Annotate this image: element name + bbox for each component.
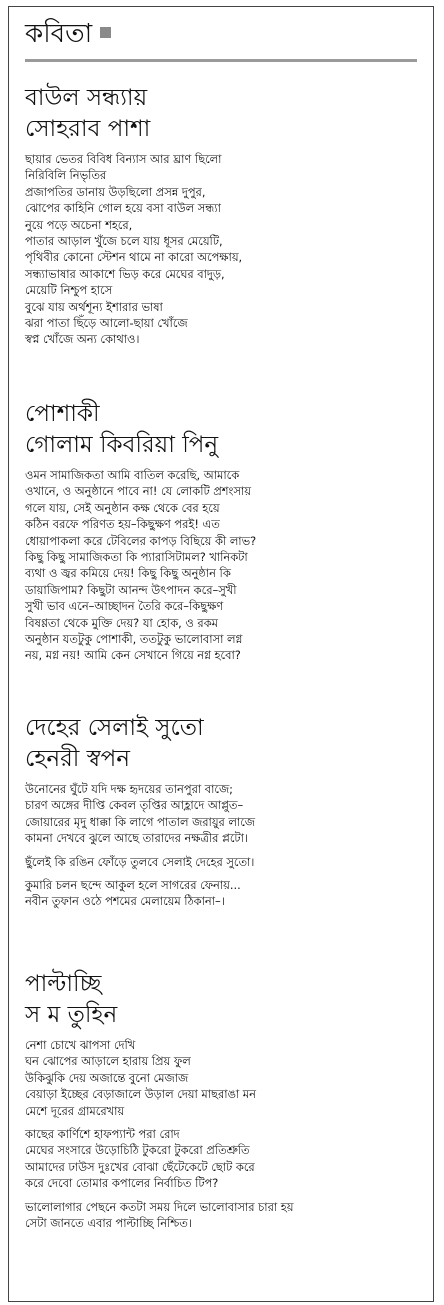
poem-title: পোশাকী xyxy=(25,401,100,427)
poem-line: ঝরা পাতা ছিঁড়ে আলো-ছায়া খোঁজে xyxy=(25,316,188,331)
poem-line: পাতার আড়াল খুঁজে চলে যায় ধূসর মেয়েটি, xyxy=(25,234,223,249)
poem-line: ওমন সামাজিকতা আমি বাতিল করেছি, আমাকে xyxy=(25,468,240,482)
poem-line: স্বপ্ন খোঁজে অন্য কোথাও। xyxy=(25,332,140,347)
poem-author: গোলাম কিবরিয়া পিনু xyxy=(25,432,219,458)
poem-line: অনুষ্ঠান যতটুকু পোশাকী, ততটুকু ভালোবাসা লগ্ন xyxy=(25,632,243,647)
poem-line: ভালোলাগার পেছনে কতটা সময় দিলে ভালোবাসার চারা হয় xyxy=(25,1199,294,1214)
poem-line: কাছের কার্ণিশে হাফপ্যান্ট পরা রোদ xyxy=(25,1127,180,1142)
poem-deher-selai-suto xyxy=(25,713,423,910)
poem-line: কিছু কিছু সামাজিকতা কি প্যারাসিটামল? খানিকটা xyxy=(25,550,248,565)
poem-line: কঠিন বরফে পরিণত হয়–কিছুক্ষণ পরই! এত xyxy=(25,517,220,532)
poem-paltacchi xyxy=(25,969,423,1231)
poem-line: ধোয়াপাকলা করে টেবিলের কাপড় বিছিয়ে কী লাভ? xyxy=(25,533,257,548)
poem-poshaki xyxy=(25,399,423,664)
poem-body xyxy=(25,1037,423,1231)
stanza-gap xyxy=(25,870,423,877)
poem-line: মেঘের সংসারে উড়োচিঠি টুকরো টুকরো প্রতিশ্রুতি xyxy=(25,1143,250,1158)
poem-line: মেশে দূরের গ্রামরেখায় xyxy=(25,1103,125,1118)
poem-line: আমাদের ঢাউস দুঃখের বোঝা ছেঁটেকেটে ছোট করে xyxy=(25,1159,255,1174)
poem-line: উকিঝুকি দেয় অজান্তে বুনো মেজাজ xyxy=(25,1070,189,1085)
poem-author: স ম তুহিন xyxy=(25,1002,118,1028)
poem-line: নুয়ে পড়ে অচেনা শহরে, xyxy=(25,217,133,232)
poem-line: ওখানে, ও অনুষ্ঠানে পাবে না! যে লোকটি প্রশংসায় xyxy=(25,484,251,499)
poem-line: চারণ অঙ্গের দীপ্তি কেবল তৃপ্তির আহ্লাদে আপ্লুত– xyxy=(25,798,244,813)
poem-line: প্রজাপতির ডানায় উড়ছিলো প্রসন্ন দুপুর, xyxy=(25,184,206,199)
stanza-gap xyxy=(25,1119,423,1126)
stanza-gap xyxy=(25,1192,423,1199)
poem-line: মেয়েটি নিশ্চুপ হাসে xyxy=(25,283,113,298)
poem-body xyxy=(25,781,423,910)
poem-line: পৃথিবীর কোনো স্টেশন থামে না কারো অপেক্ষায়, xyxy=(25,250,243,265)
header-divider xyxy=(25,59,417,62)
poem-baul-sondhyay xyxy=(25,83,423,348)
poem-line: কামনা দেখবে ঝুলে আছে তারাদের নক্ষত্রীর প্লটো। xyxy=(25,831,248,846)
poem-line: কুমারি চলন ছন্দে আকুল হলে সাগরের ফেনায়... xyxy=(25,878,241,893)
poem-line: বুঝে যায় অর্থশূন্য ইশারার ভাষা xyxy=(25,299,163,314)
poem-line: ঘন ঝোপের আড়ালে হারায় প্রিয় ফুল xyxy=(25,1054,191,1069)
poem-line: সন্ধ্যাভাষার আকাশে ভিড় করে মেঘের বাদুড়, xyxy=(25,266,225,281)
poem-line: ব্যথা ও জ্বর কমিয়ে দেয়! কিছু কিছু অনুষ্ঠান কি xyxy=(25,566,231,581)
poem-line: বেয়াড়া ইচ্ছের বেড়াজালে উড়াল দেয়া মাছরাঙা মন xyxy=(25,1087,256,1102)
poem-author: হেনরী স্বপন xyxy=(25,746,131,772)
poem-body xyxy=(25,467,423,664)
poem-line: গলে যায়, সেই অনুষ্ঠান কক্ষ থেকে বের হয়ে xyxy=(25,500,220,515)
section-title: কবিতা xyxy=(25,19,93,49)
poem-line: ডায়াজিপাম? কিছুটা আনন্দ উৎপাদন করে–সুখী xyxy=(25,582,237,597)
poem-line: নিরিবিলি নিভৃতির xyxy=(25,168,107,183)
poem-title: পাল্টাচ্ছি xyxy=(25,971,102,997)
poem-author: সোহরাব পাশা xyxy=(25,116,151,142)
poem-line: উনোনের ঘুঁটে যদি দক্ষ হৃদয়ের তানপুরা বাজে; xyxy=(25,782,234,796)
poem-title: দেহের সেলাই সুতো xyxy=(25,715,204,741)
poem-line: ছুঁলেই কি রঙিন ফোঁড়ে তুলবে সেলাই দেহের সুতো। xyxy=(25,854,255,869)
poem-body xyxy=(25,151,423,348)
poem-line: ঝোপের কাহিনি গোল হয়ে বসা বাউল সন্ধ্যা xyxy=(25,201,221,216)
stanza-gap xyxy=(25,847,423,854)
poem-line: সুখী ভাব এনে–আচ্ছাদন তৈরি করে–কিছুক্ষণ xyxy=(25,599,224,614)
poem-line: নবীন তুফান ওঠে পশমের মেলায়েম ঠিকানা–। xyxy=(25,894,225,909)
poem-line: সেটা জানতে এবার পাল্টাচ্ছি নিশ্চিত। xyxy=(25,1216,192,1231)
square-bullet-icon xyxy=(100,27,111,38)
poem-line: জোয়ারের মৃদু ধাক্কা কি লাগে পাতাল জরায়ুর লাজে xyxy=(25,814,255,829)
poem-line: বিষণ্ণতা থেকে মুক্তি দেয়? যা হোক, ও রকম xyxy=(25,615,218,630)
poem-line: নয়, মগ্ন নয়! আমি কেন সেখানে গিয়ে নগ্ন হবো? xyxy=(25,648,241,663)
poem-title: বাউল সন্ধ্যায় xyxy=(25,85,148,111)
poetry-page xyxy=(8,6,434,1302)
poem-line: করে দেবো তোমার কপালের নির্বাচিত টিপ? xyxy=(25,1176,219,1191)
poem-line: ছায়ার ভেতর বিবিধ বিন্যাস আর ঘ্রাণ ছিলো xyxy=(25,152,222,166)
section-header xyxy=(25,17,111,51)
poem-line: নেশা চোখে ঝাপসা দেখি xyxy=(25,1038,136,1052)
